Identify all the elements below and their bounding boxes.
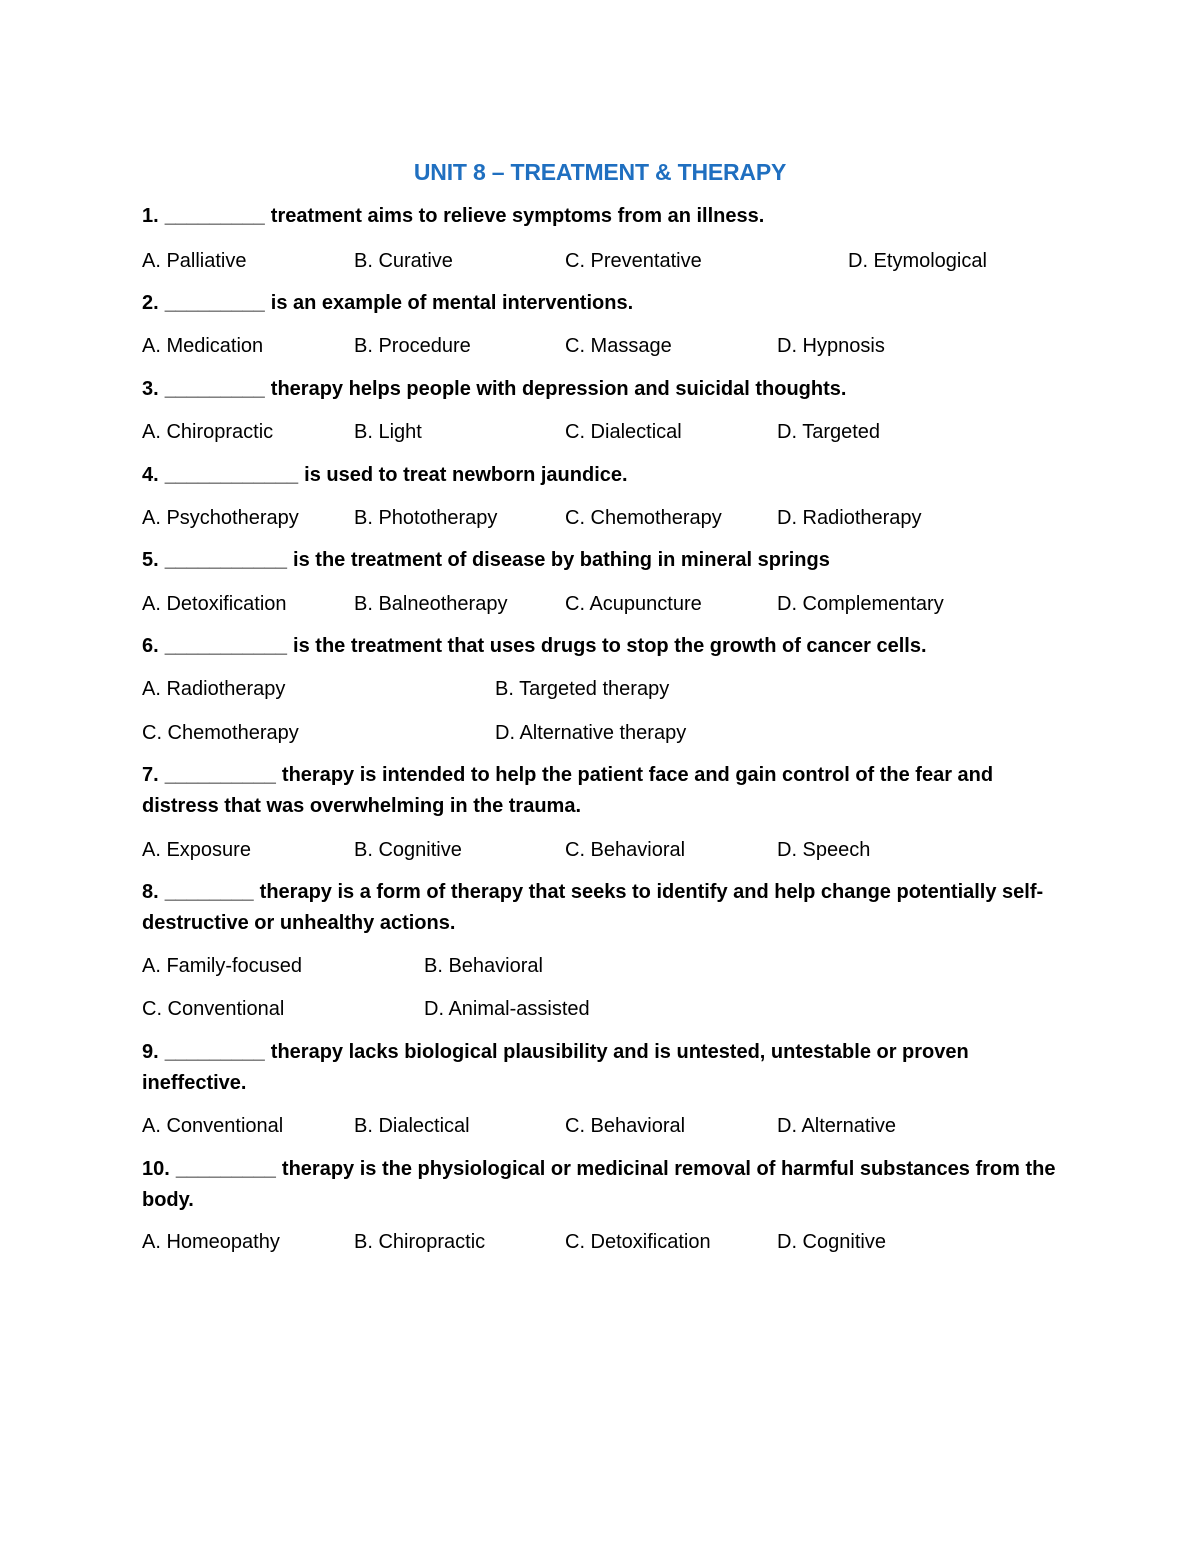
answer-blank: __________ <box>164 764 276 786</box>
question-10 <box>142 1154 1062 1216</box>
question-text: treatment aims to relieve symptoms from an illness. <box>270 205 765 227</box>
question-number: 9. <box>142 1041 159 1063</box>
option-d: D. Speech <box>777 839 871 861</box>
option-d: D. Targeted <box>777 421 881 443</box>
question-6 <box>142 631 1062 662</box>
answer-blank: _________ <box>175 1158 276 1180</box>
question-3 <box>142 374 1062 405</box>
options-row-2 <box>142 331 1102 361</box>
answer-blank: _________ <box>164 205 265 227</box>
option-c: C. Chemotherapy <box>565 507 722 529</box>
option-d: D. Complementary <box>777 593 944 615</box>
question-number: 3. <box>142 378 159 400</box>
question-number: 1. <box>142 205 159 227</box>
option-b: B. Curative <box>354 250 453 272</box>
option-a: A. Radiotherapy <box>142 678 286 700</box>
question-number: 8. <box>142 881 159 903</box>
question-text: is the treatment that uses drugs to stop the growth of cancer cells. <box>293 635 927 657</box>
option-c: C. Dialectical <box>565 421 682 443</box>
option-a: A. Exposure <box>142 839 251 861</box>
options-row-1 <box>142 246 1102 276</box>
option-d: D. Alternative <box>777 1115 896 1137</box>
answer-blank: _________ <box>164 1041 265 1063</box>
question-1 <box>142 201 1062 232</box>
question-number: 7. <box>142 764 159 786</box>
question-text: is used to treat newborn jaundice. <box>304 464 628 486</box>
option-a: A. Family-focused <box>142 955 303 977</box>
option-d: D. Animal-assisted <box>424 998 590 1020</box>
answer-blank: _________ <box>164 292 265 314</box>
question-7 <box>142 760 1062 822</box>
options-row-3 <box>142 417 1102 447</box>
option-a: A. Medication <box>142 335 264 357</box>
question-text: therapy is the physiological or medicinal removal of harmful substances from the body. <box>142 1158 1056 1211</box>
option-d: D. Etymological <box>848 250 987 272</box>
option-c: C. Preventative <box>565 250 702 272</box>
option-c: C. Behavioral <box>565 1115 686 1137</box>
question-9 <box>142 1037 1062 1099</box>
option-a: A. Palliative <box>142 250 247 272</box>
option-d: D. Hypnosis <box>777 335 885 357</box>
options-row-5 <box>142 589 1102 619</box>
option-d: D. Cognitive <box>777 1231 886 1253</box>
options-row-7 <box>142 835 1102 865</box>
answer-blank: ___________ <box>164 635 288 657</box>
question-number: 10. <box>142 1158 170 1180</box>
option-b: B. Targeted therapy <box>495 678 670 700</box>
option-a: A. Homeopathy <box>142 1231 280 1253</box>
option-d: D. Radiotherapy <box>777 507 922 529</box>
option-d: D. Alternative therapy <box>495 722 687 744</box>
option-a: A. Psychotherapy <box>142 507 299 529</box>
option-b: B. Dialectical <box>354 1115 470 1137</box>
answer-blank: ___________ <box>164 549 288 571</box>
option-a: A. Detoxification <box>142 593 287 615</box>
options-row-4 <box>142 503 1102 533</box>
answer-blank: ________ <box>164 881 254 903</box>
options-row-8b <box>142 994 1102 1024</box>
options-row-9 <box>142 1111 1102 1141</box>
question-text: therapy is intended to help the patient face and gain control of the fear and distress that was overwhelming in the trauma. <box>142 764 994 817</box>
question-5 <box>142 545 1062 576</box>
option-b: B. Cognitive <box>354 839 462 861</box>
option-b: B. Balneotherapy <box>354 593 508 615</box>
question-text: is the treatment of disease by bathing in mineral springs <box>293 549 830 571</box>
question-text: therapy helps people with depression and suicidal thoughts. <box>270 378 847 400</box>
answer-blank: ____________ <box>164 464 299 486</box>
option-b: B. Behavioral <box>424 955 543 977</box>
option-a: A. Chiropractic <box>142 421 274 443</box>
question-number: 2. <box>142 292 159 314</box>
option-c: C. Massage <box>565 335 672 357</box>
question-text: therapy lacks biological plausibility and is untested, untestable or proven ineffective. <box>142 1041 969 1094</box>
question-text: therapy is a form of therapy that seeks to identify and help change potentially self-destructive or unhealthy actions. <box>142 881 1044 934</box>
option-c: C. Conventional <box>142 998 285 1020</box>
option-b: B. Chiropractic <box>354 1231 486 1253</box>
answer-blank: _________ <box>164 378 265 400</box>
option-a: A. Conventional <box>142 1115 284 1137</box>
question-number: 4. <box>142 464 159 486</box>
option-b: B. Light <box>354 421 422 443</box>
question-number: 6. <box>142 635 159 657</box>
page-title: UNIT 8 – TREATMENT & THERAPY <box>413 159 787 185</box>
option-c: C. Detoxification <box>565 1231 711 1253</box>
question-text: is an example of mental interventions. <box>270 292 634 314</box>
question-number: 5. <box>142 549 159 571</box>
option-c: C. Chemotherapy <box>142 722 299 744</box>
question-2 <box>142 288 1062 319</box>
options-row-8a <box>142 951 1102 981</box>
options-row-10 <box>142 1227 1102 1257</box>
option-b: B. Phototherapy <box>354 507 498 529</box>
option-c: C. Behavioral <box>565 839 686 861</box>
options-row-6b <box>142 718 1102 748</box>
question-8 <box>142 877 1062 939</box>
option-b: B. Procedure <box>354 335 471 357</box>
options-row-6a <box>142 674 1102 704</box>
option-c: C. Acupuncture <box>565 593 702 615</box>
question-4 <box>142 460 1062 491</box>
